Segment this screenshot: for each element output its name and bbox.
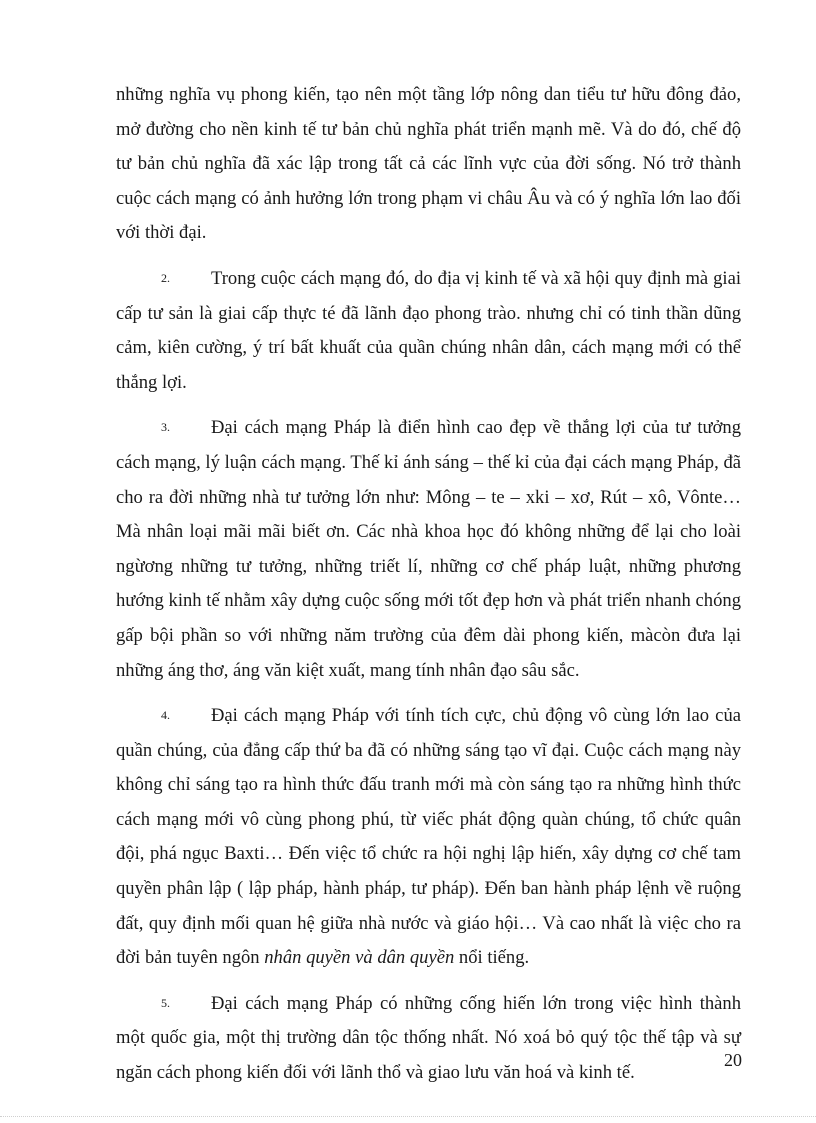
page-body bbox=[116, 78, 741, 1101]
page-number: 20 bbox=[724, 1050, 742, 1070]
paragraph-text: Đại cách mạng Pháp có những cống hiến lớn trong việc hình thành một quốc gia, một thị trường dân tộc thống nhất. Nó xoá bỏ quý tộc thế tập và sự ngăn cách phong kiến đối với lãnh thổ và giao lưu văn hoá và kinh tế. bbox=[116, 992, 741, 1084]
paragraph-text: những nghĩa vụ phong kiến, tạo nên một tầng lớp nông dan tiểu tư hữu đông đảo, mở đường cho nền kinh tế tư bản chủ nghĩa phát triển mạnh mẽ. Và do đó, chế độ tư bản chủ nghĩa đã xác lập trong tất cả các lĩnh vực của đời sống. Nó trở thành cuộc cách mạng có ảnh hưởng lớn trong phạm vi châu Âu và có ý nghĩa lớn lao đối với thời đại. bbox=[116, 84, 741, 244]
italic-phrase: nhân quyền và dân quyền bbox=[264, 947, 455, 969]
paragraph-number: 3. bbox=[161, 420, 170, 435]
paragraph-text: Đại cách mạng Pháp với tính tích cực, chủ động vô cùng lớn lao của quần chúng, của đẳng cấp thứ ba đã có những sáng tạo vĩ đại. Cuộc cách mạng này không chỉ sáng tạo ra hình thức đấu tranh mới mà còn sáng tạo ra những hình thức cách mạng mới vô cùng phong phú, từ viếc phát động quàn chúng, tổ chức quân đội, phá ngục Baxti… Đến việc tổ chức ra hội nghị lập hiến, xây dựng cơ chế tam quyền phân lập ( lập pháp, hành pháp, tư pháp). Đến ban hành pháp lệnh về ruộng đất, quy định mối quan hệ giữa nhà nước và giáo hội… Và cao nhất là việc cho ra đời bản tuyên ngôn bbox=[116, 705, 741, 969]
paragraph-text-end: nổi tiếng. bbox=[458, 947, 530, 969]
paragraph-number: 5. bbox=[161, 995, 170, 1010]
numbered-paragraph-4 bbox=[116, 698, 741, 976]
page-bottom-divider bbox=[0, 1116, 816, 1117]
numbered-paragraph-5 bbox=[116, 986, 741, 1091]
paragraph-text: Trong cuộc cách mạng đó, do địa vị kinh tế và xã hội quy định mà giai cấp tư sản là giai cấp thực té đã lãnh đạo phong trào. nhưng chỉ có tinh thần dũng cảm, kiên cường, ý trí bất khuất của quần chúng nhân dân, cách mạng mới có thể thắng lợi. bbox=[116, 267, 741, 393]
numbered-paragraph-3 bbox=[116, 410, 741, 688]
paragraph-text: Đại cách mạng Pháp là điển hình cao đẹp về thắng lợi của tư tưởng cách mạng, lý luận cách mạng. Thế kỉ ánh sáng – thế kỉ của đại cách mạng Pháp, đã cho ra đời những nhà tư tưởng lớn như: Mông – te – xki – xơ, Rút – xô, Vônte… Mà nhân loại mãi mãi biết ơn. Các nhà khoa học đó không những để lại cho loài ngừơng những tư tưởng, những triết lí, những cơ chế pháp luật, những phương hướng kinh tế nhằm xây dựng cuộc sống mới tốt đẹp hơn và phát triển nhanh chóng gấp bội phần so với những năm trường của đêm dài phong kiến, màcòn đưa lại những áng thơ, áng văn kiệt xuất, mang tính nhân đạo sâu sắc. bbox=[116, 417, 741, 681]
paragraph-number: 4. bbox=[161, 708, 170, 723]
numbered-paragraph-2 bbox=[116, 261, 741, 400]
paragraph-continuation bbox=[116, 78, 741, 251]
paragraph-number: 2. bbox=[161, 270, 170, 285]
